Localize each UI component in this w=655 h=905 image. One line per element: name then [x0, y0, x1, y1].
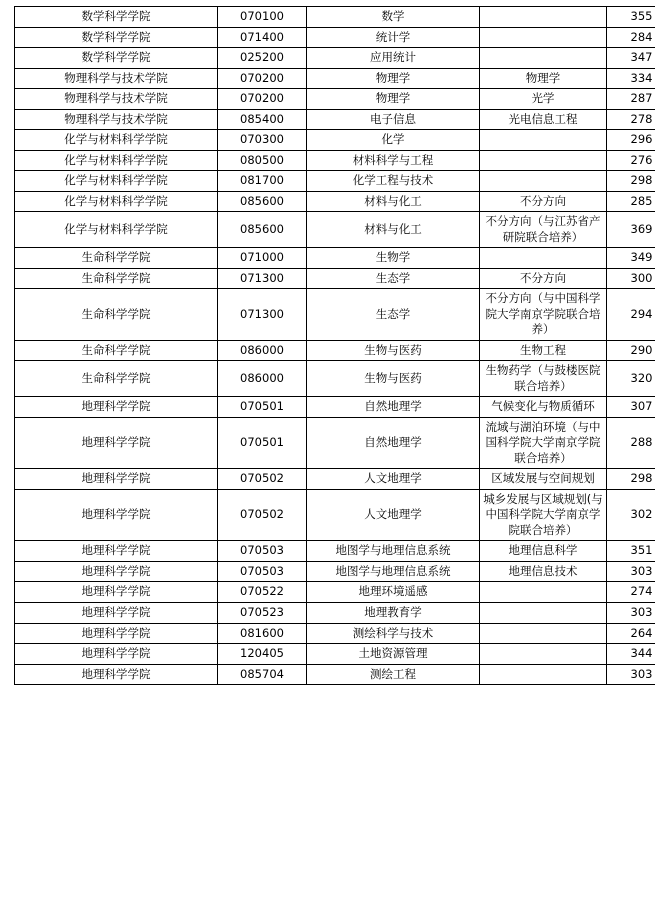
cell-college: 地理科学学院 — [15, 561, 218, 582]
cell-college: 生命科学学院 — [15, 340, 218, 361]
cell-score: 278 — [607, 109, 655, 130]
cell-score: 334 — [607, 68, 655, 89]
cell-major: 人文地理学 — [307, 489, 480, 541]
cell-code: 070502 — [218, 469, 307, 490]
cell-direction — [480, 7, 607, 28]
table-row — [15, 340, 655, 361]
cell-college: 地理科学学院 — [15, 644, 218, 665]
cell-direction: 不分方向（与江苏省产研院联合培养） — [480, 212, 607, 248]
table-body — [15, 7, 655, 685]
cell-score: 303 — [607, 602, 655, 623]
table-row — [15, 171, 655, 192]
cell-score: 296 — [607, 130, 655, 151]
cell-code: 071300 — [218, 289, 307, 341]
cell-major: 自然地理学 — [307, 397, 480, 418]
cell-college: 化学与材料科学学院 — [15, 150, 218, 171]
table-row — [15, 582, 655, 603]
cell-direction — [480, 582, 607, 603]
cell-score: 285 — [607, 191, 655, 212]
cell-college: 数学科学学院 — [15, 48, 218, 69]
cell-code: 070503 — [218, 561, 307, 582]
cell-college: 生命科学学院 — [15, 268, 218, 289]
cell-major: 测绘科学与技术 — [307, 623, 480, 644]
cell-major: 地图学与地理信息系统 — [307, 541, 480, 562]
cell-score: 264 — [607, 623, 655, 644]
cell-college: 物理科学与技术学院 — [15, 68, 218, 89]
cell-major: 生物与医药 — [307, 340, 480, 361]
cell-direction: 生物工程 — [480, 340, 607, 361]
cell-score: 298 — [607, 469, 655, 490]
cell-score: 284 — [607, 27, 655, 48]
cell-college: 物理科学与技术学院 — [15, 109, 218, 130]
cell-direction: 地理信息科学 — [480, 541, 607, 562]
table-row — [15, 541, 655, 562]
cell-college: 地理科学学院 — [15, 602, 218, 623]
cell-major: 人文地理学 — [307, 469, 480, 490]
table-row — [15, 68, 655, 89]
cell-major: 材料与化工 — [307, 212, 480, 248]
cell-college: 化学与材料科学学院 — [15, 171, 218, 192]
cell-college: 化学与材料科学学院 — [15, 130, 218, 151]
cell-college: 地理科学学院 — [15, 469, 218, 490]
cell-code: 086000 — [218, 340, 307, 361]
table-row — [15, 7, 655, 28]
table-row — [15, 27, 655, 48]
cell-direction: 不分方向 — [480, 268, 607, 289]
cell-score: 351 — [607, 541, 655, 562]
cell-major: 化学 — [307, 130, 480, 151]
cell-major: 物理学 — [307, 68, 480, 89]
cell-score: 298 — [607, 171, 655, 192]
cell-major: 生物与医药 — [307, 361, 480, 397]
cell-code: 070300 — [218, 130, 307, 151]
cell-college: 地理科学学院 — [15, 417, 218, 469]
cell-code: 085704 — [218, 664, 307, 685]
cell-score: 274 — [607, 582, 655, 603]
cell-code: 085600 — [218, 212, 307, 248]
cell-direction — [480, 48, 607, 69]
cell-code: 070503 — [218, 541, 307, 562]
cell-score: 347 — [607, 48, 655, 69]
cell-code: 085400 — [218, 109, 307, 130]
cell-score: 344 — [607, 644, 655, 665]
cell-major: 材料科学与工程 — [307, 150, 480, 171]
table-row — [15, 664, 655, 685]
cell-code: 081600 — [218, 623, 307, 644]
cell-direction: 区域发展与空间规划 — [480, 469, 607, 490]
cell-score: 276 — [607, 150, 655, 171]
cell-college: 地理科学学院 — [15, 582, 218, 603]
cell-major: 电子信息 — [307, 109, 480, 130]
cell-direction: 光学 — [480, 89, 607, 110]
cell-code: 120405 — [218, 644, 307, 665]
cell-direction — [480, 602, 607, 623]
cell-major: 数学 — [307, 7, 480, 28]
cell-direction — [480, 130, 607, 151]
cell-score: 303 — [607, 664, 655, 685]
cell-college: 物理科学与技术学院 — [15, 89, 218, 110]
cell-code: 071000 — [218, 248, 307, 269]
cell-code: 070502 — [218, 489, 307, 541]
cell-score: 290 — [607, 340, 655, 361]
cell-college: 生命科学学院 — [15, 289, 218, 341]
cell-direction: 生物药学（与鼓楼医院联合培养） — [480, 361, 607, 397]
cell-college: 化学与材料科学学院 — [15, 191, 218, 212]
cell-college: 数学科学学院 — [15, 27, 218, 48]
cell-code: 086000 — [218, 361, 307, 397]
cell-college: 生命科学学院 — [15, 248, 218, 269]
cell-college: 地理科学学院 — [15, 664, 218, 685]
table-row — [15, 130, 655, 151]
table-row — [15, 48, 655, 69]
table-row — [15, 417, 655, 469]
cell-direction — [480, 27, 607, 48]
cell-major: 地理教育学 — [307, 602, 480, 623]
cell-direction: 气候变化与物质循环 — [480, 397, 607, 418]
cell-code: 070522 — [218, 582, 307, 603]
cell-code: 080500 — [218, 150, 307, 171]
cell-score: 349 — [607, 248, 655, 269]
table-row — [15, 397, 655, 418]
cell-major: 应用统计 — [307, 48, 480, 69]
cell-direction — [480, 644, 607, 665]
cell-major: 生态学 — [307, 289, 480, 341]
cell-code: 070200 — [218, 89, 307, 110]
cell-score: 369 — [607, 212, 655, 248]
cell-major: 统计学 — [307, 27, 480, 48]
cell-code: 071400 — [218, 27, 307, 48]
cell-major: 生物学 — [307, 248, 480, 269]
cell-score: 303 — [607, 561, 655, 582]
cell-direction: 物理学 — [480, 68, 607, 89]
cell-major: 土地资源管理 — [307, 644, 480, 665]
cell-code: 085600 — [218, 191, 307, 212]
table-row — [15, 623, 655, 644]
table-row — [15, 268, 655, 289]
cell-college: 地理科学学院 — [15, 541, 218, 562]
table-row — [15, 289, 655, 341]
table-row — [15, 109, 655, 130]
table-row — [15, 561, 655, 582]
cell-direction: 不分方向 — [480, 191, 607, 212]
cell-direction — [480, 171, 607, 192]
cell-direction — [480, 248, 607, 269]
cell-college: 地理科学学院 — [15, 623, 218, 644]
cell-college: 地理科学学院 — [15, 489, 218, 541]
cell-college: 生命科学学院 — [15, 361, 218, 397]
cell-code: 070501 — [218, 417, 307, 469]
cell-code: 070523 — [218, 602, 307, 623]
cell-score: 302 — [607, 489, 655, 541]
cell-direction — [480, 150, 607, 171]
cell-code: 025200 — [218, 48, 307, 69]
cell-direction: 不分方向（与中国科学院大学南京学院联合培养） — [480, 289, 607, 341]
cell-major: 物理学 — [307, 89, 480, 110]
table-row — [15, 489, 655, 541]
table-row — [15, 644, 655, 665]
cell-score: 307 — [607, 397, 655, 418]
table-row — [15, 248, 655, 269]
cell-major: 化学工程与技术 — [307, 171, 480, 192]
cell-college: 数学科学学院 — [15, 7, 218, 28]
table-row — [15, 212, 655, 248]
cell-direction — [480, 664, 607, 685]
cell-score: 294 — [607, 289, 655, 341]
table-row — [15, 89, 655, 110]
cell-direction: 流域与湖泊环境（与中国科学院大学南京学院联合培养） — [480, 417, 607, 469]
cell-score: 288 — [607, 417, 655, 469]
cell-major: 自然地理学 — [307, 417, 480, 469]
cell-major: 生态学 — [307, 268, 480, 289]
cell-score: 320 — [607, 361, 655, 397]
cell-code: 070501 — [218, 397, 307, 418]
cell-score: 300 — [607, 268, 655, 289]
cell-direction: 地理信息技术 — [480, 561, 607, 582]
cell-code: 070100 — [218, 7, 307, 28]
cell-direction: 光电信息工程 — [480, 109, 607, 130]
cell-major: 地图学与地理信息系统 — [307, 561, 480, 582]
table-row — [15, 469, 655, 490]
cell-score: 287 — [607, 89, 655, 110]
cell-code: 081700 — [218, 171, 307, 192]
cell-code: 071300 — [218, 268, 307, 289]
cell-college: 化学与材料科学学院 — [15, 212, 218, 248]
admission-score-table — [14, 6, 655, 685]
table-row — [15, 602, 655, 623]
cell-score: 355 — [607, 7, 655, 28]
cell-direction — [480, 623, 607, 644]
table-row — [15, 191, 655, 212]
cell-major: 测绘工程 — [307, 664, 480, 685]
cell-code: 070200 — [218, 68, 307, 89]
cell-direction: 城乡发展与区域规划(与中国科学院大学南京学院联合培养） — [480, 489, 607, 541]
cell-college: 地理科学学院 — [15, 397, 218, 418]
cell-major: 地理环境遥感 — [307, 582, 480, 603]
table-row — [15, 150, 655, 171]
cell-major: 材料与化工 — [307, 191, 480, 212]
table-row — [15, 361, 655, 397]
